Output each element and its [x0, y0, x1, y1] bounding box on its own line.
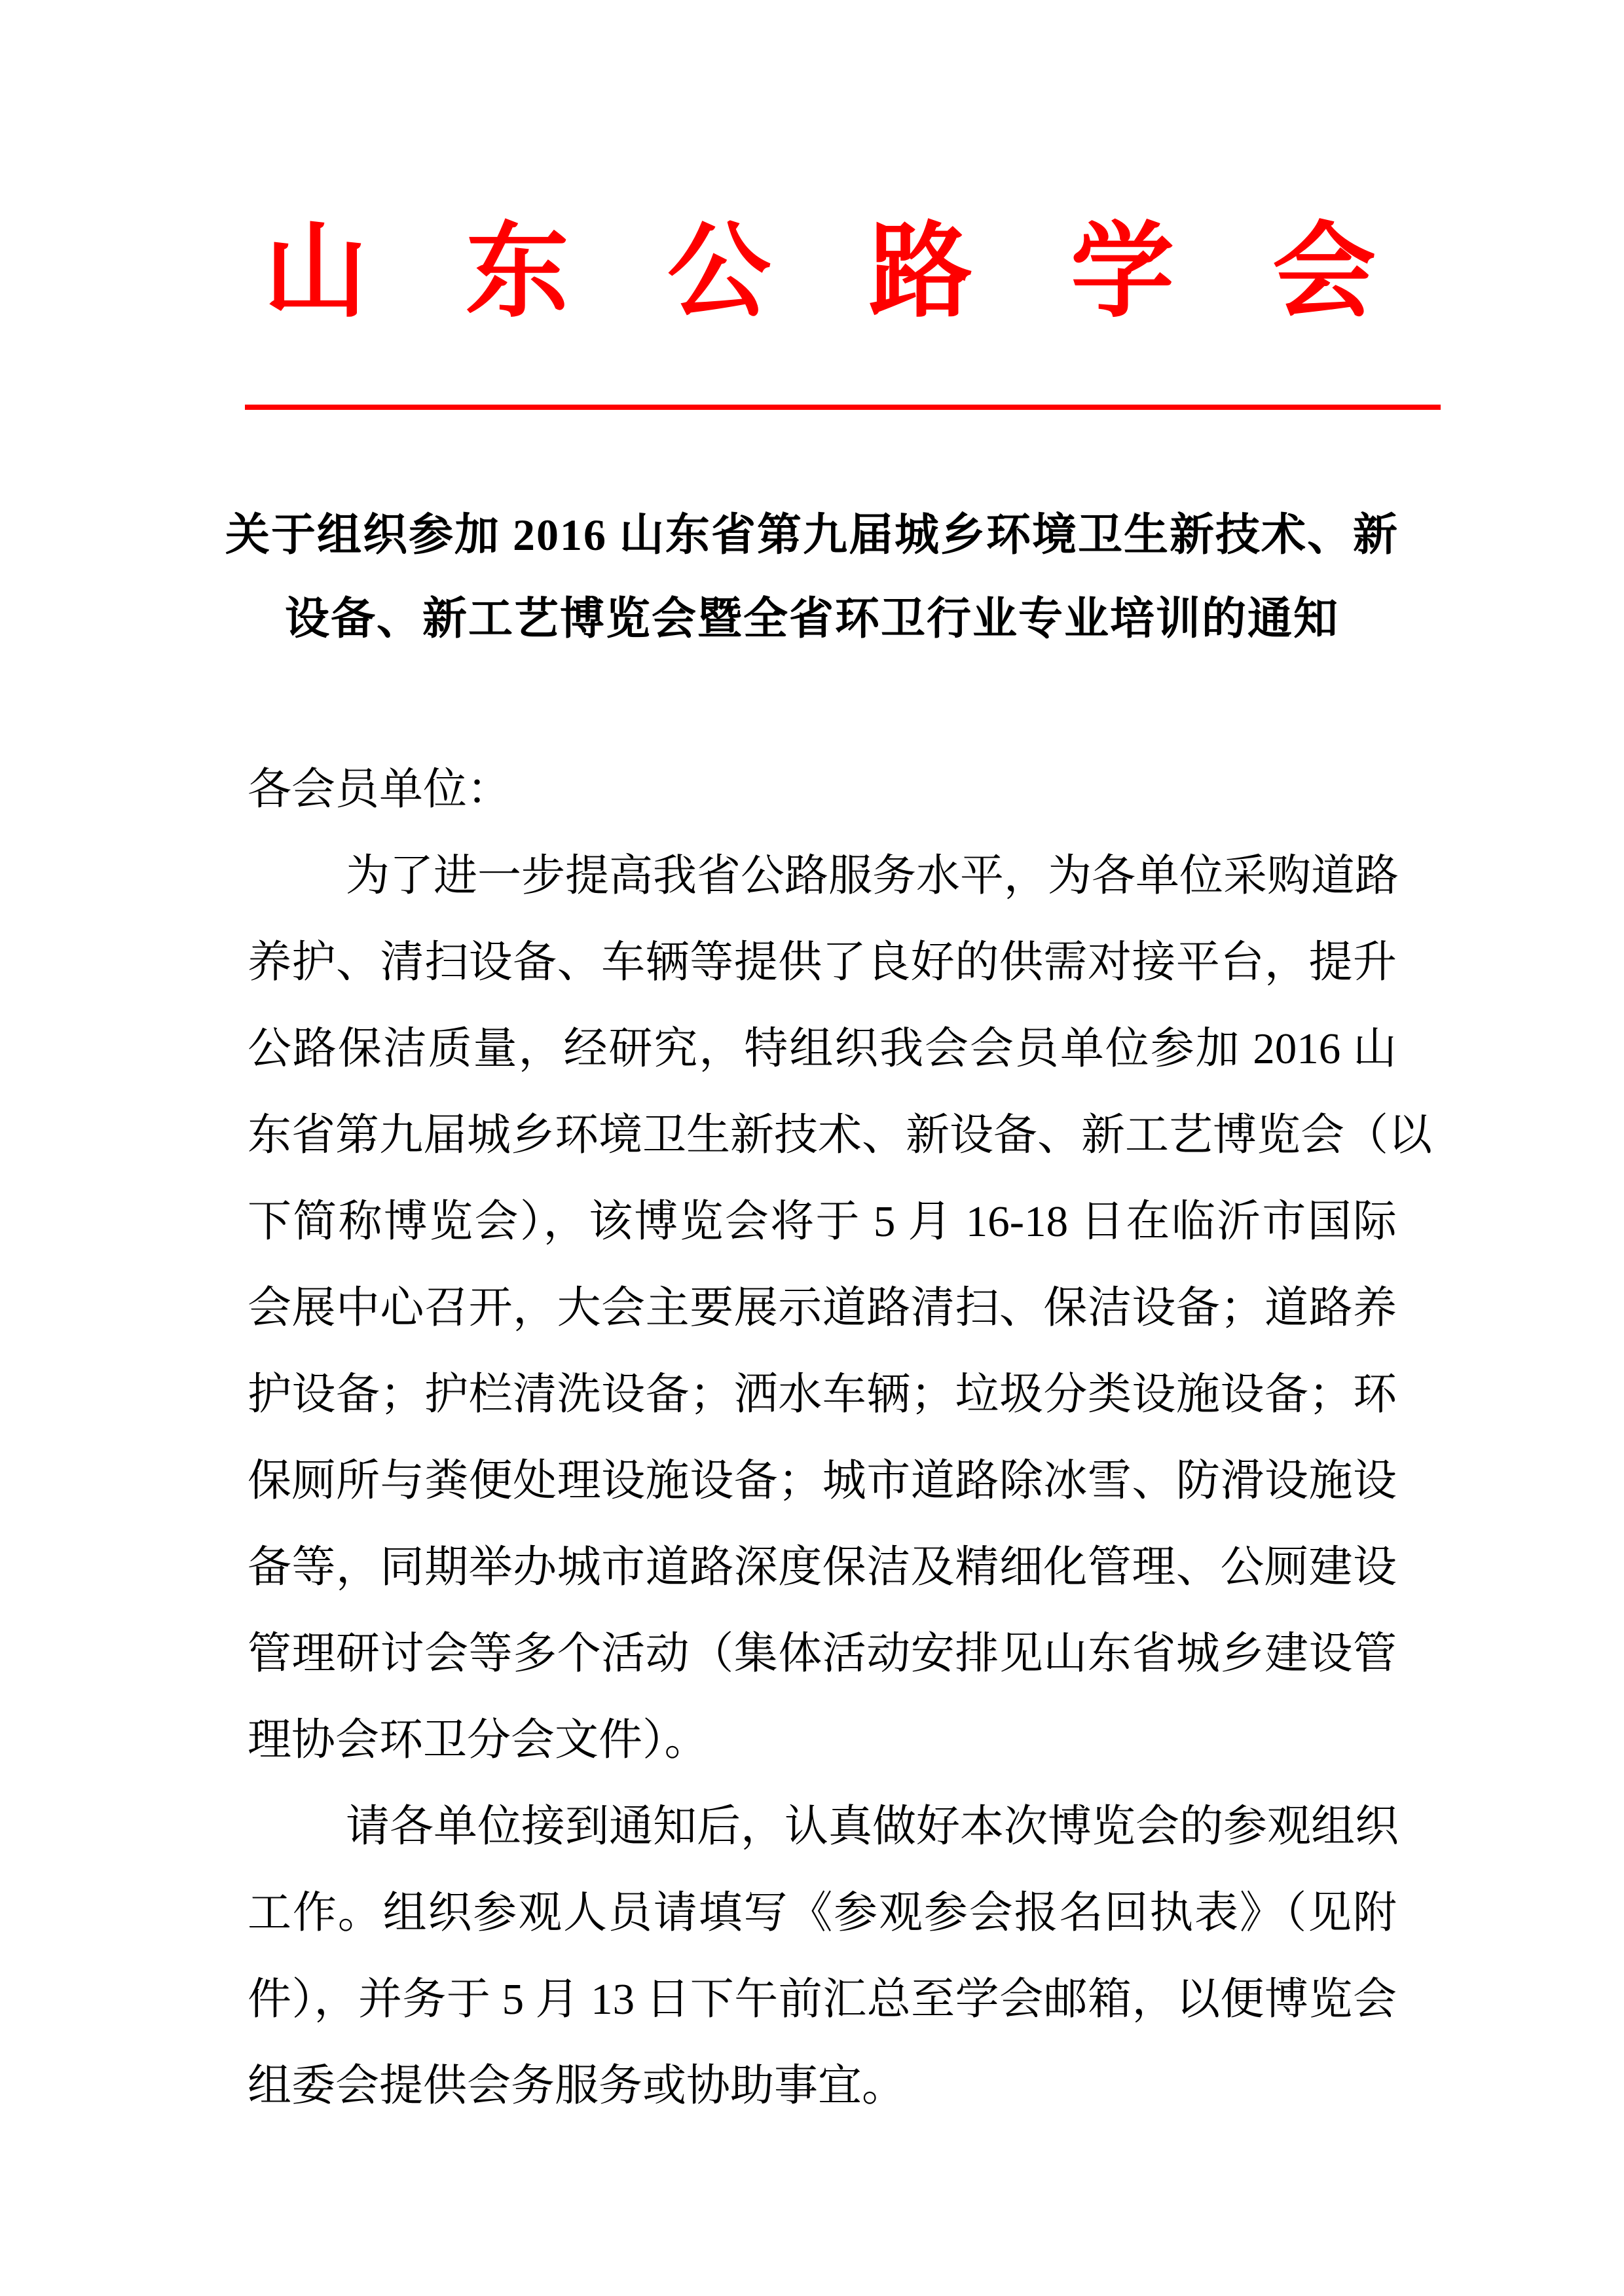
org-name-header: 山东公路学会	[264, 215, 1474, 330]
document-title-line: 关于组织参加 2016 山东省第九届城乡环境卫生新技术、新	[225, 510, 1399, 560]
body-line: 东省第九届城乡环境卫生新技术、新设备、新工艺博览会（以	[248, 1111, 1432, 1159]
salutation: 各会员单位：	[248, 765, 511, 814]
body-line: 护设备；护栏清洗设备；洒水车辆；垃圾分类设施设备；环	[248, 1370, 1397, 1419]
document-body	[248, 746, 1432, 2129]
body-line: 工作。组织参观人员请填写《参观参会报名回执表》（见附	[248, 1889, 1397, 1937]
red-divider-line	[245, 405, 1441, 410]
document-title-line: 设备、新工艺博览会暨全省环卫行业专业培训的通知	[284, 594, 1339, 644]
body-line: 会展中心召开，大会主要展示道路清扫、保洁设备；道路养	[248, 1284, 1397, 1332]
body-line: 养护、清扫设备、车辆等提供了良好的供需对接平台，提升	[248, 938, 1397, 987]
body-line: 下简称博览会），该博览会将于 5 月 16-18 日在临沂市国际	[248, 1197, 1397, 1246]
body-line: 为了进一步提高我省公路服务水平，为各单位采购道路	[346, 852, 1399, 900]
body-line: 管理研讨会等多个活动（集体活动安排见山东省城乡建设管	[248, 1630, 1397, 1678]
body-line: 公路保洁质量，经研究，特组织我会会员单位参加 2016 山	[248, 1025, 1397, 1073]
document-title	[157, 493, 1467, 661]
body-line: 请各单位接到通知后，认真做好本次博览会的参观组织	[346, 1802, 1399, 1851]
body-line: 件），并务于 5 月 13 日下午前汇总至学会邮箱，以便博览会	[248, 1975, 1397, 2024]
body-line: 备等，同期举办城市道路深度保洁及精细化管理、公厕建设	[248, 1543, 1397, 1592]
body-line: 理协会环卫分会文件）。	[248, 1716, 709, 1764]
body-line: 组委会提供会务服务或协助事宜。	[248, 2062, 906, 2110]
body-line: 保厕所与粪便处理设施设备；城市道路除冰雪、防滑设施设	[248, 1457, 1397, 1505]
